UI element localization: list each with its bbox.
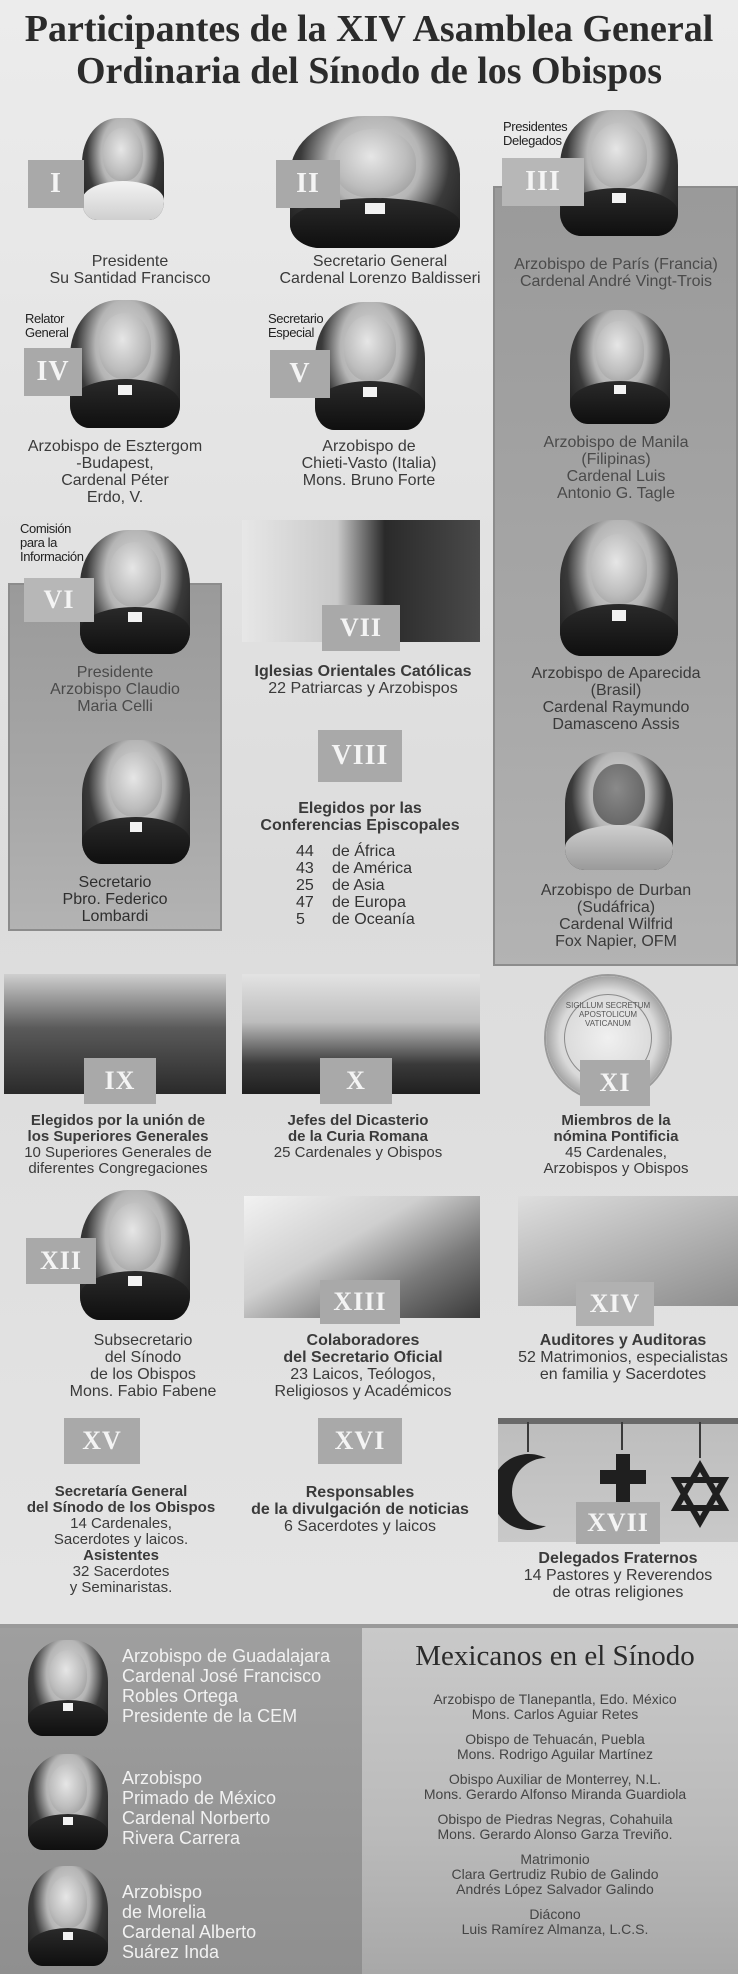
numeral-badge: X xyxy=(320,1058,392,1104)
featured-mexican-1: Arzobispo de Guadalajara Cardenal José Francisco Robles Ortega Presidente de la CEM xyxy=(122,1646,331,1726)
numeral-badge: XI xyxy=(580,1060,650,1106)
group-xvi-caption: Responsables de la divulgación de noticias 6 Sacerdotes y laicos xyxy=(251,1484,469,1535)
mexican-entry: Obispo de Tehuacán, Puebla Mons. Rodrigo Aguilar Martínez xyxy=(456,1731,654,1762)
mexican-entry: Matrimonio Clara Gertrudiz Rubio de Galindo Andrés López Salvador Galindo xyxy=(451,1851,659,1897)
group-ii-caption: Secretario General Cardenal Lorenzo Baldisseri xyxy=(279,253,481,287)
group-iii-member-4: Arzobispo de Durban (Sudáfrica) Cardenal Wilfrid Fox Napier, OFM xyxy=(540,882,692,950)
group-iii-member-2: Arzobispo de Manila (Filipinas) Cardenal Luis Antonio G. Tagle xyxy=(543,434,689,502)
group-iii-member-3: Arzobispo de Aparecida (Brasil) Cardenal Raymundo Damasceno Assis xyxy=(531,665,701,733)
title-line-2: Ordinaria del Sínodo de los Obispos xyxy=(76,50,662,92)
portrait-napier xyxy=(565,752,673,870)
numeral-badge: IV xyxy=(24,348,82,396)
group-xiv-caption: Auditores y Auditoras 52 Matrimonios, especialistas en familia y Sacerdotes xyxy=(518,1332,728,1383)
group-xv-caption: Secretaría General del Sínodo de los Obispos 14 Cardenales, Sacerdotes y laicos. Asistentes 32 Sacerdotes y Seminaristas. xyxy=(26,1483,216,1596)
group-v-caption: Arzobispo de Chieti-Vasto (Italia) Mons. Bruno Forte xyxy=(301,438,437,489)
numeral-badge: XIV xyxy=(576,1282,654,1326)
group-xii-caption: Subsecretario del Sínodo de los Obispos Mons. Fabio Fabene xyxy=(69,1332,217,1400)
group-vi-caption: Presidente Arzobispo Claudio Maria Celli xyxy=(50,664,180,715)
group-v-tag: Secretario Especial xyxy=(268,311,324,340)
conference-row: 47 de Europa xyxy=(296,894,406,911)
group-xi-caption: Miembros de la nómina Pontificia 45 Cardenales, Arzobispos y Obispos xyxy=(543,1112,689,1177)
portrait-suarez-inda xyxy=(28,1866,108,1966)
group-ix-caption: Elegidos por la unión de los Superiores Generales 10 Superiores Generales de diferentes Congregaciones xyxy=(24,1112,212,1177)
numeral-badge: IX xyxy=(84,1058,156,1104)
conference-list xyxy=(296,843,456,928)
group-x-caption: Jefes del Dicasterio de la Curia Romana 25 Cardenales y Obispos xyxy=(273,1112,443,1161)
conference-row: 44 de África xyxy=(296,843,396,860)
portrait-celli xyxy=(80,530,190,654)
portrait-bruno-forte xyxy=(315,302,425,430)
mexicans-list xyxy=(372,1692,738,1937)
portrait-fabene xyxy=(80,1190,190,1320)
group-xiii-caption: Colaboradores del Secretario Oficial 23 Laicos, Teólogos, Religiosos y Académicos xyxy=(274,1332,452,1400)
group-iv-caption: Arzobispo de Esztergom -Budapest, Cardenal Péter Erdo, V. xyxy=(27,438,203,506)
portrait-tagle xyxy=(570,310,670,424)
numeral-badge: XII xyxy=(26,1238,96,1284)
group-vi-tag: Comisión para la Información xyxy=(20,521,84,564)
conference-row: 5 de Oceanía xyxy=(296,911,415,928)
numeral-badge: XIII xyxy=(320,1280,400,1324)
portrait-lombardi xyxy=(82,740,190,864)
crescent-icon xyxy=(498,1454,546,1530)
page-title xyxy=(0,8,738,92)
numeral-badge: II xyxy=(276,160,340,208)
numeral-badge: VI xyxy=(24,578,94,622)
featured-mexican-3: Arzobispo de Morelia Cardenal Alberto Suárez Inda xyxy=(122,1882,257,1962)
title-line-1: Participantes de la XIV Asamblea General xyxy=(24,8,714,50)
cross-icon xyxy=(600,1470,646,1484)
group-i-caption: Presidente Su Santidad Francisco xyxy=(49,253,211,287)
vatican-seal-text: SIGILLUM SECRETUM APOSTOLICUM VATICANUM xyxy=(564,994,652,1082)
portrait-robles-ortega xyxy=(28,1640,108,1736)
group-viii-caption: Elegidos por las Conferencias Episcopales xyxy=(260,800,460,834)
portrait-damasceno-assis xyxy=(560,520,678,656)
portrait-rivera-carrera xyxy=(28,1754,108,1850)
group-vi-secretary-caption: Secretario Pbro. Federico Lombardi xyxy=(62,874,168,925)
group-iii-member-1: Arzobispo de París (Francia) Cardenal André Vingt-Trois xyxy=(514,256,718,290)
mexican-entry: Arzobispo de Tlanepantla, Edo. México Mons. Carlos Aguiar Retes xyxy=(433,1691,677,1722)
group-xvii-caption: Delegados Fraternos 14 Pastores y Reverendos de otras religiones xyxy=(523,1550,713,1601)
portrait-erdo xyxy=(70,300,180,428)
numeral-badge: XV xyxy=(64,1418,140,1464)
conference-row: 43 de América xyxy=(296,860,413,877)
numeral-badge: V xyxy=(270,350,330,398)
group-vii-caption: Iglesias Orientales Católicas 22 Patriarcas y Arzobispos xyxy=(254,663,472,697)
featured-mexican-2: Arzobispo Primado de México Cardenal Norberto Rivera Carrera xyxy=(122,1768,277,1848)
numeral-badge: VIII xyxy=(318,730,402,782)
numeral-badge: VII xyxy=(322,605,400,651)
group-iii-tag: Presidentes Delegados xyxy=(503,119,568,148)
portrait-pope-francis xyxy=(82,118,164,220)
numeral-badge: III xyxy=(502,158,584,206)
numeral-badge: XVII xyxy=(576,1502,660,1544)
mexican-entry: Diácono Luis Ramírez Almanza, L.C.S. xyxy=(461,1906,649,1937)
group-iv-tag: Relator General xyxy=(25,311,69,340)
numeral-badge: I xyxy=(28,160,84,208)
conference-row: 25 de Asia xyxy=(296,877,385,894)
mexicans-heading: Mexicanos en el Sínodo xyxy=(415,1640,695,1672)
mexican-entry: Obispo Auxiliar de Monterrey, N.L. Mons. Gerardo Alfonso Miranda Guardiola xyxy=(423,1771,687,1802)
numeral-badge: XVI xyxy=(318,1418,402,1464)
mexican-entry: Obispo de Piedras Negras, Cohahuila Mons. Gerardo Alonso Garza Treviño. xyxy=(437,1811,673,1842)
